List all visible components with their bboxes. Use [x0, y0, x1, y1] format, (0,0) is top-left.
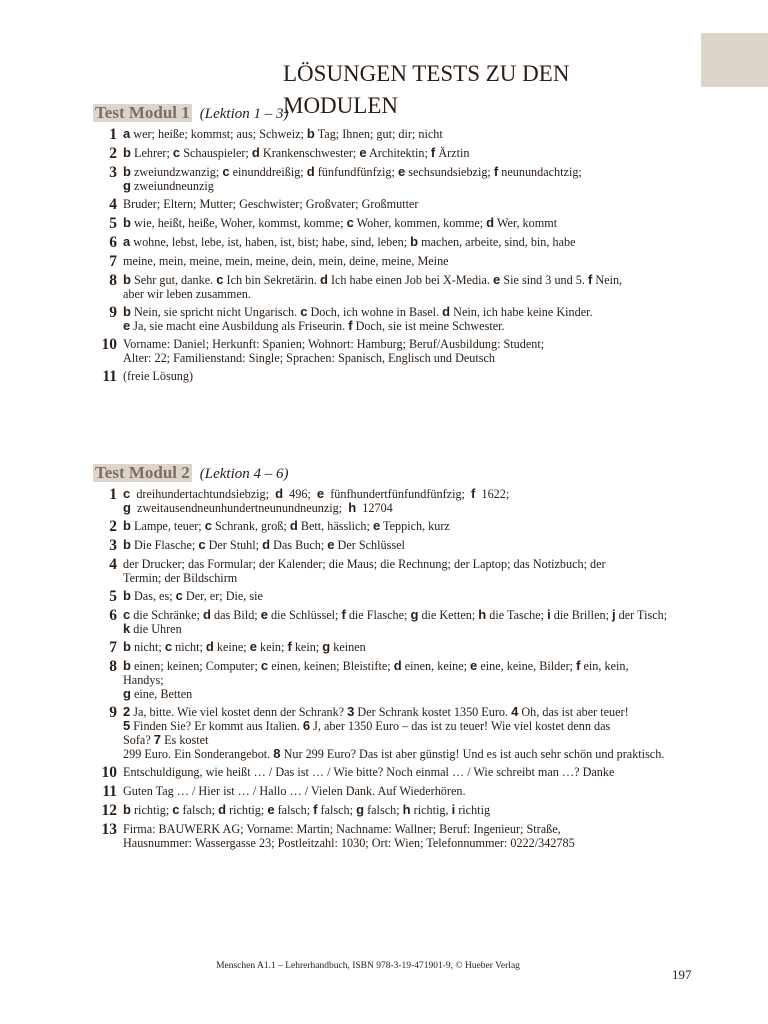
section-range: (Lektion 1 – 3) [199, 106, 289, 122]
answer-fragment: einunddreißig; [229, 165, 307, 179]
answer-fragment: Es kostet [161, 733, 212, 747]
answer-fragment: Nur 299 Euro? Das ist aber günstig! Und es ist auch sehr schön und praktisch. [280, 747, 665, 761]
answer-row [93, 369, 728, 384]
answer-fragment: wie, heißt, heiße, Woher, kommst, komme; [130, 216, 347, 230]
answer-row [93, 803, 728, 818]
answer-fragment: ein, kein, [580, 659, 632, 673]
answer-letter: b [410, 234, 419, 249]
answer-row [93, 589, 728, 604]
answer-number: 10 [101, 336, 117, 353]
answer-fragment: Lampe, teuer; [130, 519, 205, 533]
answer-letter: d [275, 486, 284, 501]
answer-fragment: Schrank, groß; [211, 519, 290, 533]
answer-fragment: Vorname: Daniel; Herkunft: Spanien; Wohnort: Hamburg; Beruf/Ausbildung: Student; [123, 337, 548, 351]
answer-letter: e [316, 486, 325, 501]
answer-fragment: wer; heiße; kommst; aus; Schweiz; [130, 127, 307, 141]
answer-fragment: Tag; Ihnen; gut; dir; nicht [314, 127, 443, 141]
answer-row [93, 235, 728, 250]
answer-fragment: Doch, ich wohne in Basel. [307, 305, 443, 319]
answer-fragment: einen; keinen; Computer; [130, 659, 261, 673]
corner-tab [701, 33, 768, 87]
section-label: Test Modul 2 [95, 463, 190, 482]
answer-fragment: Entschuldigung, wie heißt … / Das ist … / Wie bitte? Noch einmal … / Wie schreibt man …? Danke [123, 765, 615, 779]
answer-number: 2 [109, 145, 117, 162]
answer-fragment: 496; [283, 487, 317, 501]
answer-letter: i [451, 802, 456, 817]
answer-letter: d [442, 304, 451, 319]
answer-text [123, 197, 728, 211]
answer-letter: d [393, 658, 402, 673]
page-title-line-1: LÖSUNGEN TESTS ZU DEN [283, 61, 570, 86]
answer-fragment: einen, keine; [401, 659, 471, 673]
answer-letter: g [123, 178, 131, 193]
answer-number: 10 [101, 764, 117, 781]
answer-fragment: das Bild; [210, 608, 261, 622]
answer-number: 1 [109, 126, 117, 143]
answer-letter: b [123, 639, 131, 654]
answer-row [93, 487, 728, 515]
section-heading [93, 464, 728, 483]
answer-fragment: der Drucker; das Formular; der Kalender; die Maus; die Rechnung; der Laptop; das Notizbuch; der [123, 557, 609, 571]
answer-letter: e [470, 658, 478, 673]
answer-letter: a [123, 234, 131, 249]
answer-fragment: Bett, hässlich; [297, 519, 373, 533]
answer-text [123, 305, 728, 333]
answer-fragment: Das Buch; [270, 538, 328, 552]
answer-number: 2 [109, 518, 117, 535]
answer-number: 9 [109, 304, 117, 321]
answer-letter: d [306, 164, 315, 179]
answer-fragment: richtig; [130, 803, 173, 817]
answer-fragment: Der Schrank kostet 1350 Euro. [354, 705, 512, 719]
answer-letter: c [300, 304, 308, 319]
answer-fragment: sechsundsiebzig; [405, 165, 494, 179]
answer-letter: b [123, 304, 131, 319]
answer-text [123, 784, 728, 798]
answer-fragment: Guten Tag … / Hier ist … / Hallo … / Vielen Dank. Auf Wiederhören. [123, 784, 466, 798]
answer-text [123, 705, 728, 761]
answer-letter: d [251, 145, 260, 160]
footer-citation: Menschen A1.1 – Lehrerhandbuch, ISBN 978-3-19-471901-9, © Hueber Verlag [216, 961, 520, 971]
answer-fragment: die Flasche; [345, 608, 411, 622]
section-test-modul-2 [93, 464, 728, 854]
answer-row [93, 557, 728, 585]
answer-fragment: einen, keinen; Bleistifte; [268, 659, 394, 673]
answer-row [93, 608, 728, 636]
answer-text [123, 557, 728, 585]
answer-fragment: richtig [455, 803, 491, 817]
answer-fragment: Schauspieler; [180, 146, 252, 160]
answer-letter: c [164, 639, 173, 654]
answer-number: 7 [109, 253, 117, 270]
answer-fragment: Architektin; [366, 146, 431, 160]
section-range: (Lektion 4 – 6) [199, 466, 289, 482]
answer-letter: e [267, 802, 275, 817]
answer-text [123, 337, 728, 365]
answer-text [123, 235, 728, 249]
answer-fragment: Lehrer; [130, 146, 173, 160]
answer-letter: b [123, 518, 131, 533]
answer-fragment: Hausnummer: Wassergasse 23; Postleitzahl: 1030; Ort: Wien; Telefonnummer: 0222/342785 [123, 836, 575, 850]
answer-row [93, 165, 728, 193]
answer-letter: e [327, 537, 335, 552]
answer-letter: d [262, 537, 271, 552]
answer-fragment: zweiundneunzig [130, 179, 214, 193]
answer-text [123, 127, 728, 141]
answer-letter: g [356, 802, 365, 817]
answer-fragment: Das, es; [130, 589, 176, 603]
answer-row [93, 146, 728, 161]
answer-fragment: richtig; [226, 803, 268, 817]
answer-number: 1 [109, 486, 117, 503]
answer-row [93, 538, 728, 553]
answer-fragment: Ja, bitte. Wie viel kostet denn der Schrank? [130, 705, 348, 719]
answer-fragment: Sie sind 3 und 5. [500, 273, 588, 287]
answer-letter: k [123, 621, 131, 636]
answer-letter: c [346, 215, 354, 230]
answer-letter: d [205, 639, 214, 654]
answer-fragment: keinen [330, 640, 366, 654]
answer-letter: h [402, 802, 411, 817]
answer-letter: f [430, 145, 436, 160]
answer-fragment: Firma: BAUWERK AG; Vorname: Martin; Nachname: Wallner; Beruf: Ingenieur; Straße, [123, 822, 564, 836]
answer-number: 11 [102, 783, 117, 800]
answer-list [93, 487, 728, 850]
answer-row [93, 127, 728, 142]
answer-letter: c [216, 272, 224, 287]
page-title-line-2: MODULEN [283, 93, 398, 118]
answer-letter: d [486, 215, 495, 230]
answer-letter: b [123, 215, 131, 230]
page-number: 197 [672, 967, 692, 982]
answer-fragment: falsch; [274, 803, 314, 817]
answer-text [123, 519, 728, 533]
answer-fragment: nicht; [172, 640, 206, 654]
answer-row [93, 254, 728, 269]
answer-fragment: Ich bin Sekretärin. [223, 273, 320, 287]
answer-text [123, 146, 728, 160]
answer-fragment: kein; [291, 640, 323, 654]
answer-number: 13 [101, 821, 117, 838]
answer-letter: j [612, 607, 616, 622]
answer-fragment: der Tisch; [615, 608, 671, 622]
answer-text [123, 640, 728, 654]
answer-fragment: (freie Lösung) [123, 369, 194, 383]
answer-letter: g [322, 639, 331, 654]
answer-letter: b [123, 164, 131, 179]
answer-letter: d [319, 272, 328, 287]
answer-letter: e [359, 145, 367, 160]
answer-fragment: dreihundertachtundsiebzig; [130, 487, 276, 501]
answer-letter: c [123, 486, 131, 501]
answer-fragment: eine, Betten [130, 687, 193, 701]
answer-number: 5 [109, 215, 117, 232]
answer-letter: d [218, 802, 227, 817]
answer-fragment: fünfhundertfünfundfünfzig; [324, 487, 472, 501]
answer-number: 3 [109, 164, 117, 181]
answer-letter: f [576, 658, 581, 673]
answer-fragment: die Schlüssel; [267, 608, 342, 622]
answer-fragment: Ja, sie macht eine Ausbildung als Friseurin. [130, 319, 349, 333]
answer-fragment: Nein, sie spricht nicht Ungarisch. [130, 305, 301, 319]
answer-letter: 5 [123, 718, 131, 733]
answer-letter: c [198, 537, 206, 552]
answer-letter: 2 [123, 704, 131, 719]
answer-fragment: Doch, sie ist meine Schwester. [352, 319, 505, 333]
answer-letter: 4 [511, 704, 519, 719]
answer-list [93, 127, 728, 384]
answer-fragment: aber wir leben zusammen. [123, 287, 251, 301]
answer-fragment: falsch; [179, 803, 219, 817]
answer-letter: b [123, 802, 131, 817]
answer-letter: f [287, 639, 292, 654]
answer-fragment: machen, arbeite, sind, bin, habe [418, 235, 576, 249]
answer-letter: f [348, 318, 353, 333]
answer-letter: 7 [153, 732, 162, 747]
answer-number: 9 [109, 704, 117, 721]
answer-fragment: kein; [256, 640, 288, 654]
answer-letter: i [547, 607, 551, 622]
answer-letter: c [123, 607, 131, 622]
answer-letter: 8 [273, 746, 281, 761]
answer-fragment: Teppich, kurz [380, 519, 450, 533]
answer-fragment: neunundachtzig; [498, 165, 585, 179]
answer-fragment: keine; [213, 640, 250, 654]
answer-fragment: die Tasche; [486, 608, 548, 622]
answer-letter: b [123, 145, 131, 160]
answer-fragment: eine, keine, Bilder; [477, 659, 577, 673]
answer-fragment: falsch; [364, 803, 403, 817]
answer-fragment: die Schränke; [130, 608, 203, 622]
answer-letter: h [348, 500, 357, 515]
answer-fragment: Krankenschwester; [259, 146, 360, 160]
answer-row [93, 197, 728, 212]
answer-letter: a [123, 126, 131, 141]
answer-fragment: Der, er; Die, sie [182, 589, 263, 603]
answer-row [93, 273, 728, 301]
answer-letter: f [587, 272, 593, 287]
answer-letter: f [493, 164, 499, 179]
answer-text [123, 608, 728, 636]
answer-letter: e [493, 272, 501, 287]
answer-number: 6 [109, 607, 117, 624]
answer-letter: e [260, 607, 268, 622]
answer-fragment: Nein, [592, 273, 626, 287]
answer-number: 4 [109, 196, 117, 213]
answer-text [123, 538, 728, 552]
answer-number: 11 [102, 368, 117, 385]
answer-letter: f [471, 486, 476, 501]
answer-letter: 3 [347, 704, 355, 719]
answer-fragment: 1622; [475, 487, 513, 501]
answer-row [93, 784, 728, 799]
answer-fragment: nicht; [130, 640, 165, 654]
answer-fragment: zweitausendneunhundertneunundneunzig; [130, 501, 349, 515]
answer-letter: f [341, 607, 346, 622]
answer-text [123, 369, 728, 383]
answer-text [123, 165, 728, 193]
answer-fragment: Oh, das ist aber teuer! [518, 705, 632, 719]
answer-fragment: 299 Euro. Ein Sonderangebot. [123, 747, 274, 761]
answer-letter: e [397, 164, 406, 179]
answer-row [93, 216, 728, 231]
answer-row [93, 640, 728, 655]
answer-fragment: fünfundfünfzig; [314, 165, 398, 179]
answer-letter: e [249, 639, 257, 654]
answer-fragment: Bruder; Eltern; Mutter; Geschwister; Großvater; Großmutter [123, 197, 419, 211]
answer-letter: b [306, 126, 315, 141]
answer-text [123, 273, 728, 301]
answer-number: 8 [109, 272, 117, 289]
answer-letter: c [260, 658, 269, 673]
answer-fragment: Termin; der Bildschirm [123, 571, 238, 585]
answer-text [123, 765, 728, 779]
answer-letter: e [372, 518, 381, 533]
answer-fragment: meine, mein, meine, mein, meine, dein, mein, deine, meine, Meine [123, 254, 449, 268]
answer-row [93, 305, 728, 333]
answer-number: 4 [109, 556, 117, 573]
answer-fragment: falsch; [317, 803, 357, 817]
answer-fragment: die Uhren [130, 622, 182, 636]
answer-fragment: Die Flasche; [130, 538, 199, 552]
answer-fragment: Ich habe einen Job bei X-Media. [327, 273, 494, 287]
answer-text [123, 822, 728, 850]
answer-number: 12 [101, 802, 117, 819]
section-test-modul-1 [93, 104, 728, 388]
answer-letter: c [222, 164, 230, 179]
answer-letter: b [123, 272, 131, 287]
answer-number: 7 [109, 639, 117, 656]
answer-fragment: Der Schlüssel [334, 538, 405, 552]
answer-letter: g [123, 500, 131, 515]
section-heading [93, 104, 728, 123]
answer-text [123, 589, 728, 603]
answer-fragment: richtig, [410, 803, 452, 817]
answer-fragment: Nein, ich habe keine Kinder. [450, 305, 596, 319]
answer-letter: g [410, 607, 419, 622]
answer-fragment: Ärztin [435, 146, 470, 160]
answer-number: 5 [109, 588, 117, 605]
answer-fragment: Der Stuhl; [205, 538, 263, 552]
answer-fragment: Finden Sie? Er kommt aus Italien. [130, 719, 303, 733]
answer-row [93, 519, 728, 534]
answer-letter: c [172, 145, 181, 160]
answer-fragment: Sofa? [123, 733, 154, 747]
answer-number: 8 [109, 658, 117, 675]
answer-fragment: 12704 [356, 501, 393, 515]
answer-fragment: Alter: 22; Familienstand: Single; Sprachen: Spanisch, Englisch und Deutsch [123, 351, 496, 365]
answer-row [93, 705, 728, 761]
answer-fragment: wohne, lebst, lebe, ist, haben, ist, bist; habe, sind, leben; [130, 235, 411, 249]
answer-fragment: die Ketten; [418, 608, 479, 622]
answer-fragment: Wer, kommt [494, 216, 558, 230]
answer-letter: d [203, 607, 211, 622]
answer-fragment: Handys; [123, 673, 167, 687]
answer-text [123, 216, 728, 230]
section-label: Test Modul 1 [95, 103, 190, 122]
answer-fragment: Sehr gut, danke. [130, 273, 217, 287]
answer-fragment: J, aber 1350 Euro – das ist zu teuer! Wie viel kostet denn das [310, 719, 614, 733]
answer-letter: f [313, 802, 318, 817]
answer-letter: e [123, 318, 131, 333]
answer-letter: c [172, 802, 180, 817]
answer-letter: g [123, 686, 131, 701]
answer-row [93, 822, 728, 850]
answer-letter: h [478, 607, 487, 622]
answer-text [123, 803, 728, 817]
answer-letter: d [289, 518, 298, 533]
answer-text [123, 487, 728, 515]
answer-text [123, 254, 728, 268]
answer-text [123, 659, 728, 701]
answer-fragment: die Brillen; [550, 608, 612, 622]
answer-row [93, 337, 728, 365]
answer-row [93, 659, 728, 701]
answer-letter: 6 [302, 718, 311, 733]
answer-number: 3 [109, 537, 117, 554]
answer-fragment: Woher, kommen, komme; [353, 216, 487, 230]
answer-fragment: zweiundzwanzig; [130, 165, 223, 179]
answer-letter: b [123, 658, 131, 673]
answer-letter: c [204, 518, 212, 533]
answer-row [93, 765, 728, 780]
answer-letter: c [175, 588, 183, 603]
answer-letter: b [123, 588, 131, 603]
answer-number: 6 [109, 234, 117, 251]
answer-letter: b [123, 537, 131, 552]
